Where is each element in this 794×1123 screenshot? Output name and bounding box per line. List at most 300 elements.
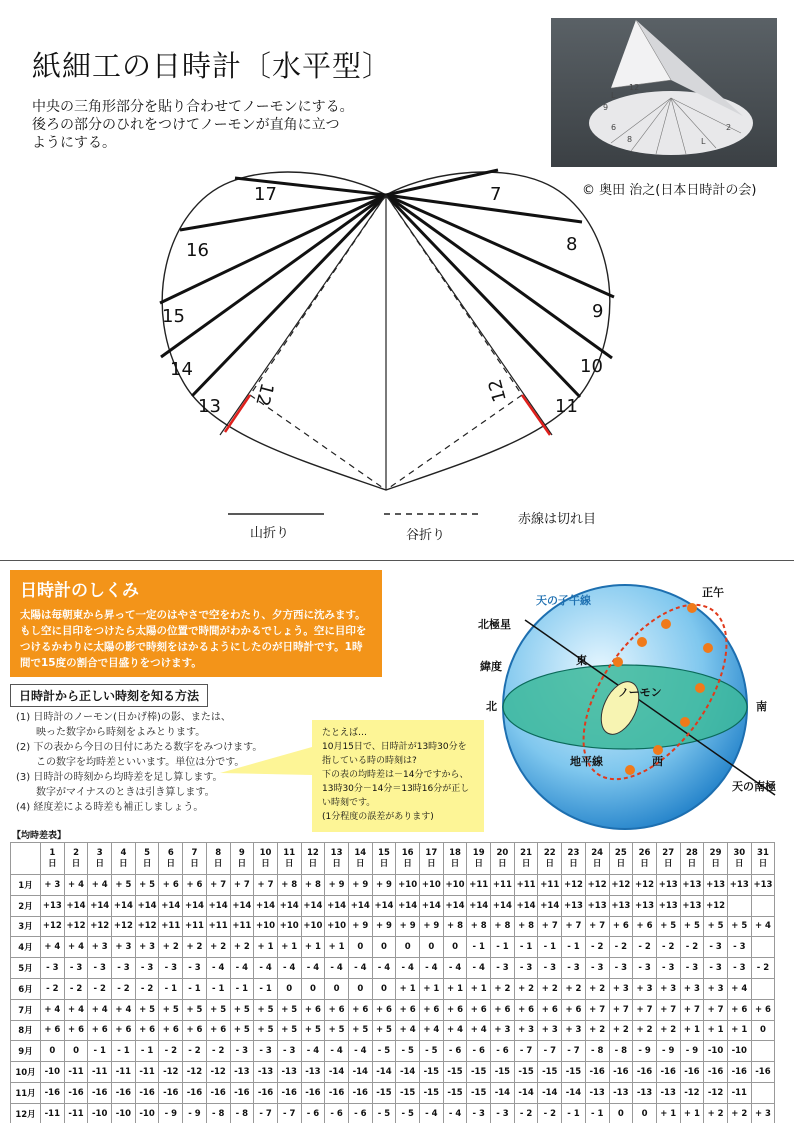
method-title: 日時計から正しい時刻を知る方法 [10,684,208,707]
day-suffix: 日 [521,858,531,869]
eot-value-cell: + 9 [348,875,372,896]
intro-line: ようにする。 [32,135,116,151]
table-label: 【均時差表】 [12,831,67,841]
eot-value-cell [751,1082,775,1103]
eot-value-cell: -15 [443,1082,467,1103]
eot-value-cell: - 2 [112,978,136,999]
eot-value-cell: +11 [159,916,183,937]
day-suffix: 日 [640,858,649,869]
eot-value-cell: + 2 [514,978,538,999]
center-label: 12 [484,376,511,405]
eot-value-cell: + 6 [183,1020,207,1041]
day-number: 17 [425,847,438,858]
day-number: 7 [191,847,198,858]
eot-value-cell: - 2 [206,1041,230,1062]
eot-value-cell: - 9 [633,1041,657,1062]
eot-value-cell: +11 [206,916,230,937]
day-suffix: 日 [735,858,744,869]
eot-value-cell: +12 [135,916,159,937]
eot-value-cell: -14 [562,1082,586,1103]
eot-value-cell: - 1 [159,978,183,999]
mechanism-title: 日時計のしくみ [20,581,139,601]
eot-value-cell: + 8 [277,875,301,896]
hour-label: 9 [592,301,604,322]
day-header [206,843,230,875]
eot-value-cell: +11 [491,875,515,896]
eot-value-cell: +14 [64,895,88,916]
eot-value-cell: + 5 [159,999,183,1020]
day-suffix: 日 [687,858,697,869]
eot-value-cell: + 7 [680,999,704,1020]
sun-marker [680,717,690,727]
eot-value-cell: + 2 [230,937,254,958]
hour-line [192,195,386,396]
eot-value-cell: -15 [420,1082,444,1103]
eot-value-cell: 0 [609,1103,633,1123]
eot-value-cell: -15 [514,1062,538,1083]
eot-value-cell: + 4 [396,1020,420,1041]
step-line: (4) 経度差による時差も補正しましょう。 [16,802,204,813]
eot-value-cell: +14 [514,895,538,916]
red-line-note: 赤線は切れ目 [518,512,597,527]
eot-value-cell: -14 [396,1062,420,1083]
example-line: 10月15日で、日時計が13時30分を [322,742,467,752]
eot-value-cell: +14 [88,895,112,916]
polaris-label: 北極星 [478,618,511,631]
eot-value-cell: - 4 [443,958,467,979]
table-row [11,958,775,979]
eot-value-cell: - 1 [562,937,586,958]
eot-value-cell: - 8 [585,1041,609,1062]
hour-line [386,170,498,195]
eot-value-cell: + 7 [704,999,728,1020]
eot-value-cell: +13 [680,895,704,916]
eot-value-cell: -16 [183,1082,207,1103]
hour-label: 8 [566,234,578,255]
eot-value-cell: - 1 [135,1041,159,1062]
eot-value-cell: -16 [751,1062,775,1083]
eot-value-cell: + 1 [277,937,301,958]
red-cut [522,395,550,435]
eot-value-cell: -15 [538,1062,562,1083]
eot-value-cell: -10 [41,1062,65,1083]
eot-value-cell: - 2 [609,937,633,958]
day-header [277,843,301,875]
eot-value-cell: + 3 [680,978,704,999]
eot-value-cell: -14 [325,1062,349,1083]
eot-value-cell: 0 [443,937,467,958]
eot-value-cell: + 5 [135,999,159,1020]
eot-value-cell: 0 [41,1041,65,1062]
eot-value-cell: -14 [514,1082,538,1103]
eot-value-cell: - 6 [301,1103,325,1123]
eot-value-cell: + 5 [254,999,278,1020]
eot-value-cell: + 6 [372,999,396,1020]
day-suffix: 日 [616,858,626,869]
eot-value-cell: -11 [112,1062,136,1083]
eot-value-cell: + 6 [609,916,633,937]
day-number: 2 [73,847,79,858]
eot-value-cell: + 1 [254,937,278,958]
eot-value-cell: + 3 [514,1020,538,1041]
day-number: 11 [283,847,296,858]
celestial-globe [470,560,790,830]
eot-value-cell: - 3 [491,1103,515,1123]
day-suffix: 日 [213,858,223,869]
day-number: 16 [401,847,414,858]
day-suffix: 日 [71,858,81,869]
day-number: 24 [591,847,604,858]
eot-value-cell: + 9 [325,875,349,896]
eot-value-cell: +10 [325,916,349,937]
eot-value-cell: - 3 [727,937,751,958]
hour-line [386,195,580,397]
day-number: 15 [378,847,390,858]
eot-value-cell: - 3 [491,958,515,979]
day-header [396,843,420,875]
eot-value-cell: -16 [656,1062,680,1083]
mountain-fold-label: 山折り [250,526,290,541]
eot-value-cell: + 1 [301,937,325,958]
eot-value-cell: - 2 [183,1041,207,1062]
eot-value-cell: -13 [277,1062,301,1083]
eot-value-cell: - 6 [491,1041,515,1062]
eot-value-cell: + 1 [396,978,420,999]
day-suffix: 日 [284,858,294,869]
eot-value-cell: + 3 [112,937,136,958]
mechanism-body: 太陽は毎朝東から昇って一定のはやさで空をわたり、夕方西に沈みます。もし空に目印をつけたら太陽の位置で時間がわかるでしょう。空に目印をつけるかわりに太陽の影で時刻をはかるようにしたのが日時計です。1時間で15度の割合で目盛りをつけます。 [20,609,367,669]
day-number: 8 [215,847,222,858]
day-header [254,843,278,875]
eot-value-cell: -13 [254,1062,278,1083]
eot-value-cell: +13 [727,875,751,896]
eot-value-cell: + 2 [562,978,586,999]
eot-value-cell: +11 [230,916,254,937]
example-line: い時刻です。 [322,798,376,808]
eot-value-cell: +11 [183,916,207,937]
eot-value-cell: - 4 [420,958,444,979]
eot-value-cell: +14 [159,895,183,916]
day-number: 19 [472,847,485,858]
day-number: 1 [49,847,56,858]
eot-value-cell: -16 [159,1082,183,1103]
eot-value-cell: 0 [751,1020,775,1041]
eot-value-cell: +13 [562,895,586,916]
eot-value-cell: -10 [704,1041,728,1062]
eot-value-cell: + 2 [159,937,183,958]
table-row [11,1082,775,1103]
eot-value-cell: + 6 [538,999,562,1020]
eot-value-cell: - 1 [467,937,491,958]
day-suffix: 日 [498,858,507,869]
eot-value-cell: -11 [41,1103,65,1123]
eot-value-cell: - 4 [325,958,349,979]
eot-value-cell: + 5 [727,916,751,937]
eot-value-cell: - 7 [254,1103,278,1123]
eot-value-cell: + 5 [254,1020,278,1041]
eot-value-cell: - 6 [325,1103,349,1123]
day-header [609,843,633,875]
photo-label: 12 [629,83,640,92]
eot-value-cell: + 2 [585,1020,609,1041]
eot-value-cell: +13 [585,895,609,916]
eot-value-cell: -13 [633,1082,657,1103]
eot-value-cell: - 1 [562,1103,586,1123]
day-header [372,843,396,875]
eot-value-cell: +10 [420,875,444,896]
day-number: 20 [496,847,509,858]
eot-value-cell: + 5 [348,1020,372,1041]
eot-value-cell: 0 [372,978,396,999]
eot-value-cell: +13 [609,895,633,916]
eot-value-cell: - 3 [680,958,704,979]
eot-value-cell: - 2 [135,978,159,999]
west-label: 西 [652,755,663,768]
example-line: (1分程度の誤差があります) [322,812,434,822]
latitude-label: 緯度 [480,660,502,673]
eot-value-cell: -16 [206,1082,230,1103]
eot-value-cell: + 6 [633,916,657,937]
day-header [585,843,609,875]
eot-value-cell: -16 [135,1082,159,1103]
eot-value-cell: + 1 [680,1103,704,1123]
photo-label: 6 [611,123,617,132]
example-line: たとえば… [322,728,368,738]
eot-value-cell: + 1 [443,978,467,999]
eot-value-cell: + 1 [325,937,349,958]
day-header [159,843,183,875]
eot-value-cell: - 2 [680,937,704,958]
eot-value-cell: - 2 [88,978,112,999]
eot-value-cell: - 1 [538,937,562,958]
day-suffix: 日 [569,858,578,869]
month-cell: 7月 [11,999,41,1020]
eot-value-cell: -10 [135,1103,159,1123]
eot-value-cell: +10 [277,916,301,937]
eot-value-cell: - 2 [514,1103,538,1123]
eot-value-cell: + 9 [348,916,372,937]
eot-value-cell: +14 [372,895,396,916]
eot-value-cell: -16 [277,1082,301,1103]
day-number: 14 [354,847,367,858]
valley-fold [250,395,386,490]
photo-label: 8 [627,135,633,144]
eot-value-cell: 0 [348,978,372,999]
eot-value-cell: -11 [727,1082,751,1103]
eot-value-cell: - 2 [633,937,657,958]
eot-value-cell: -15 [372,1082,396,1103]
eot-value-cell: +13 [751,875,775,896]
table-row [11,916,775,937]
eot-value-cell: +12 [112,916,136,937]
eot-value-cell: - 6 [443,1041,467,1062]
eot-value-cell: +14 [467,895,491,916]
eot-value-cell: -15 [420,1062,444,1083]
eot-value-cell: -14 [372,1062,396,1083]
eot-value-cell: - 2 [585,937,609,958]
eot-value-cell: + 6 [348,999,372,1020]
eot-value-cell: +14 [135,895,159,916]
day-header [348,843,372,875]
eot-value-cell: +12 [609,875,633,896]
eot-value-cell: -16 [88,1082,112,1103]
table-row [11,1041,775,1062]
eot-value-cell: - 9 [656,1041,680,1062]
eot-value-cell: - 2 [41,978,65,999]
month-cell: 2月 [11,895,41,916]
day-number: 29 [709,847,722,858]
eot-value-cell: -16 [727,1062,751,1083]
eot-value-cell: - 4 [467,958,491,979]
eot-value-cell: + 5 [325,1020,349,1041]
step-line: 映った数字から時刻をよみとります。 [16,727,206,738]
table-row [11,1103,775,1123]
eot-value-cell: -13 [609,1082,633,1103]
eot-value-cell: + 7 [206,875,230,896]
eot-value-cell: - 4 [396,958,420,979]
page-title: 紙細工の日時計〔水平型〕 [32,49,393,83]
eot-value-cell: + 4 [727,978,751,999]
eot-value-cell: + 5 [656,916,680,937]
eot-value-cell: - 4 [301,958,325,979]
mechanism-box [10,570,382,677]
eot-value-cell [727,895,751,916]
hour-label: 10 [580,356,603,377]
day-header [64,843,88,875]
day-header [420,843,444,875]
eot-value-cell: + 3 [633,978,657,999]
month-cell: 4月 [11,937,41,958]
table-row [11,999,775,1020]
eot-value-cell: - 2 [159,1041,183,1062]
sun-marker [661,619,671,629]
eot-value-cell: + 2 [656,1020,680,1041]
eot-value-cell: -14 [348,1062,372,1083]
eot-value-cell: + 8 [491,916,515,937]
photo-credit: © 奥田 治之(日本日時計の会) [582,183,757,198]
eot-value-cell: -16 [585,1062,609,1083]
eot-value-cell: -16 [704,1062,728,1083]
eot-value-cell: -15 [396,1082,420,1103]
eot-value-cell: - 3 [64,958,88,979]
eot-value-cell: + 3 [656,978,680,999]
day-header [656,843,680,875]
eot-value-cell: + 5 [183,999,207,1020]
eot-value-cell: + 4 [64,999,88,1020]
day-header [183,843,207,875]
eot-value-cell: - 3 [585,958,609,979]
eot-value-cell: +14 [301,895,325,916]
eot-value-cell: + 2 [183,937,207,958]
eot-value-cell: + 6 [206,1020,230,1041]
eot-value-cell: + 3 [704,978,728,999]
eot-value-cell: - 5 [420,1041,444,1062]
day-number: 5 [144,847,151,858]
eot-value-cell: + 7 [254,875,278,896]
day-header [704,843,728,875]
eot-value-cell: - 6 [467,1041,491,1062]
eot-value-cell: - 7 [538,1041,562,1062]
day-suffix: 日 [592,858,602,869]
day-header [325,843,349,875]
eot-value-cell: + 4 [41,999,65,1020]
day-header [135,843,159,875]
sun-marker [613,657,623,667]
step-line: (1) 日時計のノーモン(日かげ棒)の影、または、 [16,712,231,723]
eot-value-cell: - 3 [704,937,728,958]
eot-value-cell: + 3 [562,1020,586,1041]
eot-value-cell: + 2 [704,1103,728,1123]
eot-value-cell: -15 [443,1062,467,1083]
eot-value-cell: +11 [514,875,538,896]
eot-value-cell [751,978,775,999]
table-row [11,895,775,916]
step-line: (3) 日時計の時刻から均時差を足し算します。 [16,772,223,783]
eot-value-cell: + 7 [585,916,609,937]
table-row [11,978,775,999]
eot-value-cell: 0 [301,978,325,999]
eot-value-cell: + 2 [585,978,609,999]
eot-value-cell: +14 [277,895,301,916]
day-suffix: 日 [190,858,199,869]
day-number: 3 [96,847,103,858]
eot-value-cell: -13 [585,1082,609,1103]
day-header [230,843,254,875]
eot-value-cell: +14 [443,895,467,916]
south-pole-label: 天の南極 [732,780,776,793]
day-suffix: 日 [758,858,768,869]
month-cell: 12月 [11,1103,41,1123]
eot-value-cell: + 5 [230,999,254,1020]
eot-value-cell: + 3 [538,1020,562,1041]
photo-label: L [701,137,706,146]
eot-value-cell: -11 [135,1062,159,1083]
intro-text [32,98,402,152]
eot-value-cell: + 7 [633,999,657,1020]
eot-value-cell: - 4 [348,1041,372,1062]
valley-fold [250,195,386,395]
eot-value-cell: +10 [254,916,278,937]
eot-value-cell: - 9 [680,1041,704,1062]
day-suffix: 日 [403,858,412,869]
eot-value-cell: - 3 [159,958,183,979]
example-callout-pointer [220,735,320,785]
eot-value-cell: + 1 [727,1020,751,1041]
meridian-label: 天の子午線 [536,594,591,607]
table-body [11,875,775,1123]
day-suffix: 日 [332,858,341,869]
day-number: 23 [567,847,580,858]
day-header [514,843,538,875]
eot-value-cell: + 8 [443,916,467,937]
table-header-row [11,843,775,875]
eot-value-cell: - 3 [112,958,136,979]
month-cell: 5月 [11,958,41,979]
eot-value-cell: -16 [348,1082,372,1103]
eot-value-cell: -16 [609,1062,633,1083]
eot-value-cell: - 3 [704,958,728,979]
eot-value-cell: - 1 [112,1041,136,1062]
table-row [11,937,775,958]
sundial-template [150,160,630,500]
eot-value-cell: - 3 [562,958,586,979]
eot-value-cell: - 7 [514,1041,538,1062]
eot-value-cell: + 4 [420,1020,444,1041]
step-line: この数字を均時差といいます。単位は分です。 [16,757,245,768]
day-suffix: 日 [119,858,128,869]
intro-line: 後ろの部分のひれをつけてノーモンが直角に立つ [32,117,340,133]
day-number: 12 [306,847,319,858]
